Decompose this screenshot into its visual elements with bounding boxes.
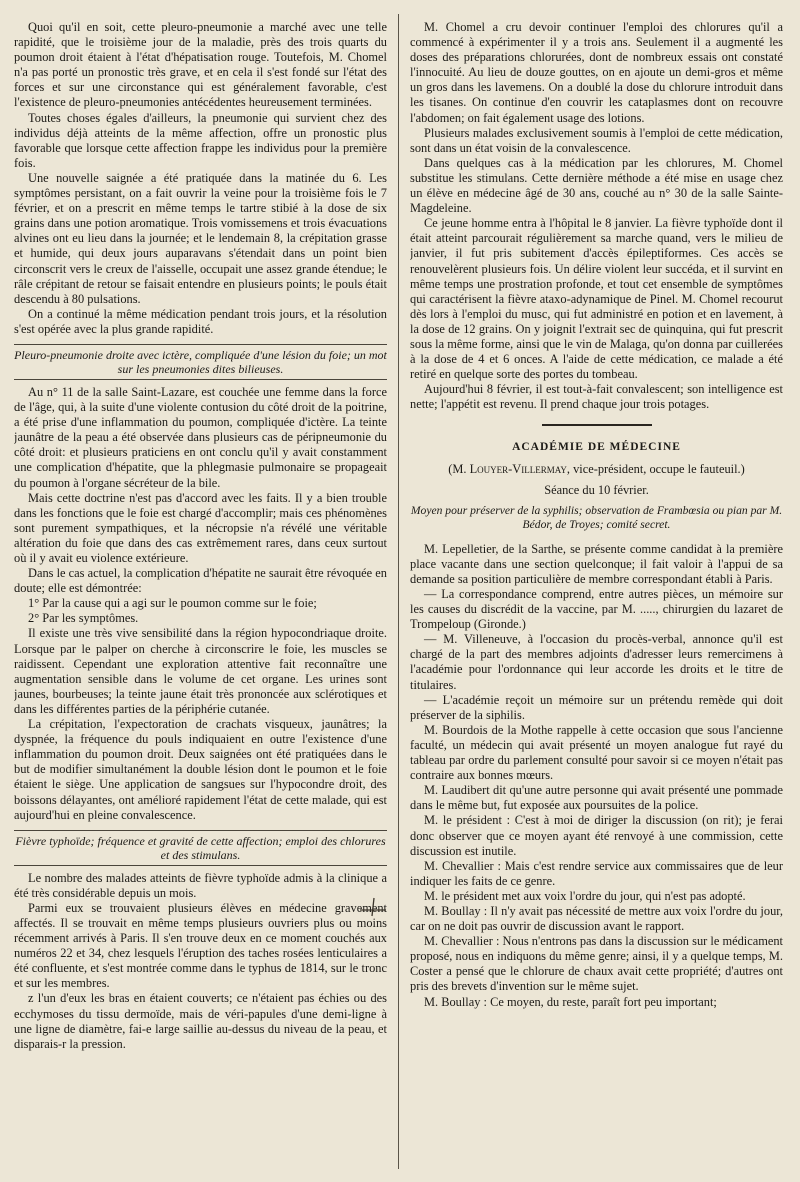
paragraph: M. Laudibert dit qu'une autre personne qui avait présenté une pommade dans le même but, fut exposée aux poursuites de la police. [410,783,783,813]
paragraph: Une nouvelle saignée a été pratiquée dans la matinée du 6. Les symptômes persistant, on a fait ouvrir la veine pour la troisième fois le 7 février, et on a prescrit en même temps le tartre stibié à la dose de six grains dans une potion aromatique. Trois vomissemens et trois évacuations alvines ont eu lieu dans la journée; et le lendemain 8, la crépitation grasse et humide, qui deux jours auparavans s'étendait dans un point bien circonscrit vers le creux de l'aisselle, occupait une assez grande étendue; le râle crépitant de retour se faisait entendre en plusieurs points; le pouls était descendu à 80 pulsations. [14,170,387,306]
president-name: M. Louyer-Villermay [452,461,567,476]
paragraph: M. Boullay : Il n'y avait pas nécessité de mettre aux voix l'ordre du jour, car on ne doit pas ouvrir de discussion avant le rapport. [410,903,783,934]
session-subject: Moyen pour préserver de la syphilis; observation de Frambœsia ou pian par M. Bédor, de Troyes; comité secret. [410,503,783,531]
paragraph: La crépitation, l'expectoration de crachats visqueux, jaunâtres; la dyspnée, la fréquence du pouls indiquaient en outre l'existence d'une inflammation du poumon droit. Deux saignées ont été pratiquées dans le but de modifier simultanément la double lésion dont le poumon et le foie étaient le siège. Une application de sangsues sur l'hypocondre droit, des boissons délayantes, ont amélioré rapidement l'état de cette malade, qui est aujourd'hui en pleine convalescence. [14,717,387,822]
paragraph: Au n° 11 de la salle Saint-Lazare, est couchée une femme dans la force de l'âge, qui, à la suite d'une violente contusion du côté droit de la poitrine, a été prise d'une inflammation du poumon, compliquée d'ictère. La teinte jaunâtre de la peau a été observée dans plusieurs cas de péripneumonie du côté droit: et plusieurs praticiens en ont conclu qu'il y avait constamment une complication d'hépatite, que la phlegmasie pulmonaire se propageait du poumon à l'organe sécréteur de la bile. [14,384,387,490]
paragraph: Toutes choses égales d'ailleurs, la pneumonie qui survient chez des individus déjà atteints de la même affection, offre un pronostic plus favorable que lorsque cette affection frappe les individus pour la première fois. [14,110,387,170]
paragraph: Aujourd'hui 8 février, il est tout-à-fait convalescent; son intelligence est nette; l'appétit est revenu. Il prend chaque jour trois potages. [410,382,783,412]
paragraph: M. Lepelletier, de la Sarthe, se présente comme candidat à la première place vacante dans une section quelconque; il fait valoir à l'appui de sa demande sa position particulière de membre correspondant établi à Paris. [410,541,783,586]
paragraph: — M. Villeneuve, à l'occasion du procès-verbal, annonce qu'il est chargé de la part des membres adjoints d'adresser leurs remercimens à l'académie pour l'ordonnance qui leur accorde les droits et le titre de titulaires. [410,632,783,692]
list-item: 1° Par la cause qui a agi sur le poumon comme sur le foie; [28,596,317,611]
right-column [410,20,783,1170]
academy-heading: ACADÉMIE DE MÉDECINE [512,441,681,454]
paragraph: Mais cette doctrine n'est pas d'accord avec les faits. Il y a bien trouble dans les fonctions que le foie est chargé d'accomplir; mais ces phénomènes sont purement sympathiques, et la nécropsie n'a révélé une véritable altération du foie que dans des cas extrêmement rares, dans ceux surtout où il y avait eu violence extérieure. [14,490,387,565]
paragraph: Parmi eux se trouvaient plusieurs élèves en médecine gravement affectés. Il se trouvait en même temps plusieurs ouvriers plus ou moins récemment arrivés à Paris. Il s'en trouve deux en ce moment couchés aux numéros 22 et 34, chez lesquels l'éruption des taches rosées lenticulaires a été confluente, et s'est montrée comme dans le typhus de 1814, sur le tronc et sur les membres. [14,900,387,991]
paragraph: Le nombre des malades atteints de fièvre typhoïde admis à la clinique a été très considérable depuis un mois. [14,870,387,900]
pencil-mark-icon [358,896,388,918]
paragraph: M. Chomel a cru devoir continuer l'emploi des chlorures qu'il a commencé à expérimenter il y a trois ans. Seulement il a augmenté les doses des préparations chlorurées, dont de nombreux essais ont constaté l'innocuité. Au lieu de douze gouttes, on en ajoute un demi-gros et même un gros dans les lavemens. On a doublé la dose du chlorure introduit dans les tisanes. On continue d'en couvrir les cataplasmes dont on recouvre l'abdomen; on fait également usage des lotions. [410,20,783,125]
paragraph: — La correspondance comprend, entre autres pièces, un mémoire sur les causes du discrédit de la vaccine, par M. ....., chirurgien du lazaret de Trompeloup (Gironde.) [410,587,783,632]
paragraph: z l'un d'eux les bras en étaient couverts; ce n'étaient pas échies ou des ecchymoses du tissu dermoïde, mais de véri-papules d'une demi-ligne à une ligne de diamètre, fai-e large saillie au-dessus du niveau de la peau, et disparais-r la pression. [14,991,387,1051]
paragraph: Plusieurs malades exclusivement soumis à l'emploi de cette médication, sont dans un état voisin de la convalescence. [410,125,783,155]
paragraph: M. Chevallier : Nous n'entrons pas dans la discussion sur le médicament proposé, nous en indiquons du même genre; ainsi, il y a quelque temps, M. Coster a pensé que le chlorure de chaux avait cette propriété; d'autres ont pris des brevets d'invention sur le même sujet. [410,934,783,994]
paragraph: M. le président : C'est à moi de diriger la discussion (on rit); je ferai donc observer que ce moyen ayant été renvoyé à une commission, cette discussion est inutile. [410,813,783,858]
paragraph: Dans le cas actuel, la complication d'hépatite ne saurait être révoquée en doute; elle est démontrée: [14,566,387,596]
paragraph: M. Chevallier : Mais c'est rendre service aux commissaires que de leur indiquer les faits de ce genre. [410,858,783,888]
paragraph: M. Boullay : Ce moyen, du reste, paraît fort peu important; [424,994,717,1009]
paragraph: On a continué la même médication pendant trois jours, et la résolution s'est opérée avec la plus grande rapidité. [14,306,387,336]
list-item: 2° Par les symptômes. [28,611,139,626]
section-title-pleuro-pneumonie: Pleuro-pneumonie droite avec ictère, compliquée d'une lésion du foie; un mot sur les pneumonies dites bilieuses. [14,344,387,380]
left-column [14,20,387,1170]
paragraph: Il existe une très vive sensibilité dans la région hypocondriaque droite. Lorsque par le palper on cherche à circonscrire le foie, les muscles se raidissent. Cependant une exploration attentive fait reconnaître une augmentation sensible dans le volume de cet organe. Les urines sont jaunes, bourbeuses; la teinte jaune était très prononcée aux sclérotiques et dans les différentes parties de la périphérie cutanée. [14,626,387,716]
session-date: Séance du 10 février. [544,482,649,497]
paragraph: M. Bourdois de la Mothe rappelle à cette occasion que sous l'ancienne faculté, un médecin qui avait présenté un moyen analogue fut rayé du tableau par ordre du parlement consulté pour savoir si ce moyen n'était pas contraire aux bonnes mœurs. [410,722,783,783]
column-divider [398,14,399,1169]
paragraph: Quoi qu'il en soit, cette pleuro-pneumonie a marché avec une telle rapidité, que le troisième jour de la maladie, près des trois quarts du poumon droit étaient à l'état d'hépatisation rouge. Toutefois, M. Chomel n'a pas porté un pronostic très grave, et en cela il s'est fondé sur l'état des forces et sur une circonstance qui est généralement favorable, c'est l'existence de pleuro-pneumonies antécédentes heureusement terminées. [14,20,387,110]
president-note: (M. Louyer-Villermay, vice-président, occupe le fauteuil.) [448,461,745,476]
paragraph: M. le président met aux voix l'ordre du jour, qui n'est pas adopté. [424,888,746,903]
paragraph: Dans quelques cas à la médication par les chlorures, M. Chomel substitue les stimulans. Cette dernière méthode a été mise en usage chez un élève en médecine âgé de 30 ans, couché au n° 30 de la salle Sainte-Magdeleine. [410,155,783,216]
heading-divider [542,424,652,426]
president-rest: , vice-président, occupe le fauteuil.) [566,461,745,476]
paragraph: Ce jeune homme entra à l'hôpital le 8 janvier. La fièvre typhoïde dont il était atteint parcourait régulièrement sa marche quand, vers le milieu de janvier, il fut pris subitement d'accès épileptiformes. Ces accès se renouvelèrent plusieurs fois. Un délire violent leur succéda, et il survint en même temps une prostration profonde, et tout cet ensemble de symptômes qui caractérisent la fièvre ataxo-adynamique de Pinel. M. Chomel recourut dès lors à l'emploi du musc, qui fut administré en potion et en lavement, à la dose de 12 grains. On y joignit l'extrait sec de quinquina, qui fut prescrit sous la même forme, ainsi que le vin de Malaga, qu'on donna par cuillerées à la dose de 4 et 6 onces. A l'aide de cette médication, ce malade a été retiré en quelque sorte des portes du tombeau. [410,216,783,382]
section-title-fievre-typhoide: Fièvre typhoïde; fréquence et gravité de cette affection; emploi des chlorures et des stimulans. [14,830,387,866]
paragraph: — L'académie reçoit un mémoire sur un prétendu remède qui doit préserver de la siphilis. [410,692,783,722]
